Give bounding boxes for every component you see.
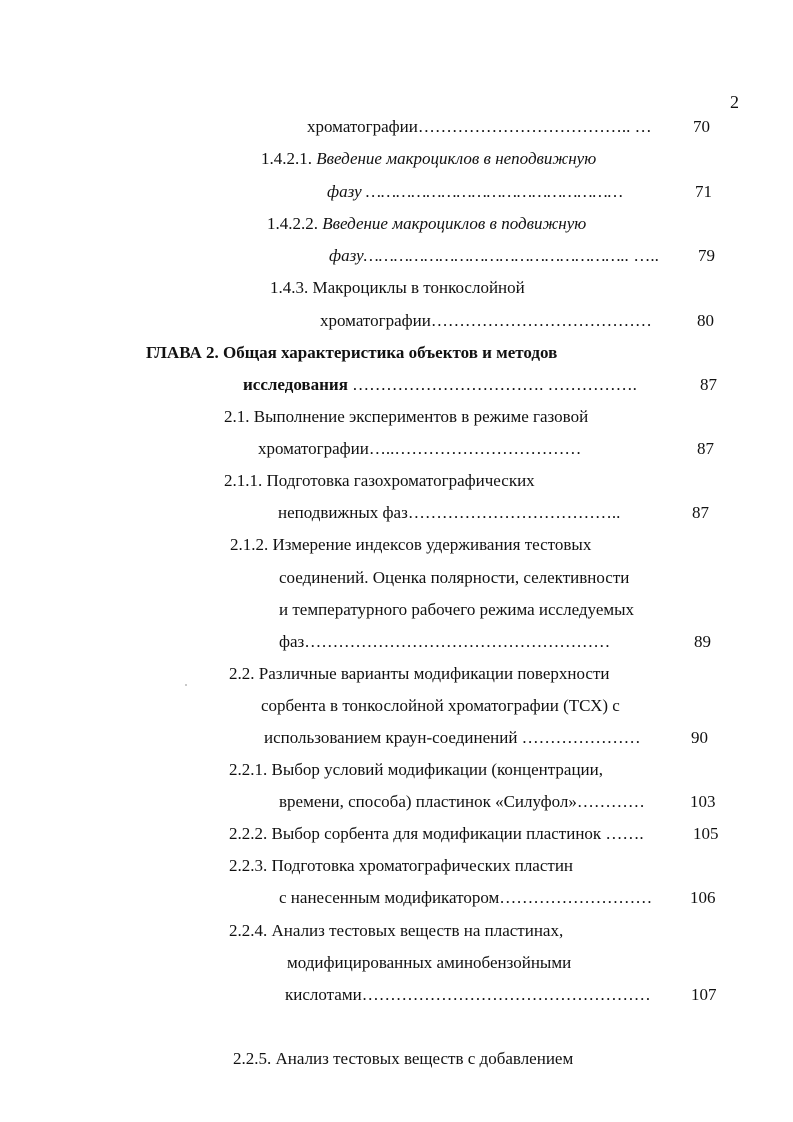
toc-entry — [278, 502, 620, 524]
toc-entry — [224, 470, 535, 492]
toc-text: хроматографии…..…………………………… — [258, 439, 582, 458]
toc-text: хроматографии……………………………….. … — [307, 117, 652, 136]
toc-entry — [307, 116, 652, 138]
toc-entry — [279, 791, 645, 813]
toc-entry — [229, 823, 644, 845]
toc-text: 2.2.5. Анализ тестовых веществ с добавлением — [233, 1049, 574, 1068]
toc-entry — [233, 1048, 573, 1070]
toc-page: 71 — [695, 182, 712, 201]
toc-entry — [285, 984, 651, 1006]
toc-page: 90 — [691, 728, 708, 747]
toc-text: соединений. Оценка полярности, селективности — [279, 568, 630, 587]
toc-text: хроматографии………………………………… — [320, 311, 652, 330]
toc-entry — [279, 631, 610, 653]
toc-number: 1.4.2.1. — [261, 149, 312, 168]
toc-text: Введение макроциклов в подвижную — [322, 214, 587, 233]
toc-page: 70 — [693, 117, 710, 136]
toc-text: 2.2. Различные варианты модификации поверхности — [229, 664, 610, 683]
toc-page: 79 — [698, 246, 715, 265]
toc-dots: ……………………………. ……………. — [352, 375, 637, 394]
toc-text: использованием краун-соединений ………………… — [264, 728, 641, 747]
scan-speck — [185, 684, 187, 686]
toc-page: 87 — [700, 375, 717, 394]
toc-text: фаз……………………………………………… — [279, 632, 611, 651]
toc-entry — [229, 663, 609, 685]
toc-text: 2.1. Выполнение экспериментов в режиме газовой — [224, 407, 589, 426]
toc-entry — [261, 695, 620, 717]
toc-page: 106 — [690, 888, 716, 907]
toc-text: фазу …………………………………………… — [327, 182, 623, 201]
page-number: 2 — [730, 92, 739, 112]
chapter-heading — [146, 342, 557, 364]
toc-page: 87 — [692, 503, 709, 522]
toc-text: Введение макроциклов в неподвижную — [316, 149, 597, 168]
toc-entry — [329, 245, 659, 267]
toc-page: 87 — [697, 439, 714, 458]
toc-text: 2.2.1. Выбор условий модификации (концентрации, — [229, 760, 603, 779]
toc-entry — [229, 855, 573, 877]
toc-page: 103 — [690, 792, 716, 811]
toc-entry — [230, 534, 591, 556]
toc-text: и температурного рабочего режима исследуемых — [279, 600, 635, 619]
toc-page: 89 — [694, 632, 711, 651]
toc-entry — [327, 181, 623, 203]
toc-page: 105 — [693, 824, 719, 843]
toc-entry — [279, 599, 634, 621]
toc-text: исследования — [243, 375, 348, 394]
toc-number: 1.4.2.2. — [267, 214, 318, 233]
toc-entry — [270, 277, 525, 299]
toc-entry — [279, 887, 652, 909]
toc-entry — [279, 567, 629, 589]
toc-entry — [264, 727, 641, 749]
toc-entry — [261, 148, 596, 170]
toc-text: времени, способа) пластинок «Силуфол»………… — [279, 792, 645, 811]
toc-entry — [287, 952, 571, 974]
toc-text: 2.2.4. Анализ тестовых веществ на пластинах, — [229, 921, 564, 940]
toc-page: 80 — [697, 311, 714, 330]
toc-dots: ….. — [633, 246, 659, 265]
toc-text: сорбента в тонкослойной хроматографии (ТСХ) с — [261, 696, 620, 715]
toc-text: модифицированных аминобензойными — [287, 953, 572, 972]
toc-entry — [243, 374, 637, 396]
toc-text: неподвижных фаз……………………………….. — [278, 503, 621, 522]
toc-text: 2.2.2. Выбор сорбента для модификации пластинок ……. — [229, 824, 644, 843]
toc-text: 2.2.3. Подготовка хроматографических пластин — [229, 856, 574, 875]
toc-entry — [224, 406, 588, 428]
toc-text: 2.1.1. Подготовка газохроматографических — [224, 471, 535, 490]
toc-entry — [229, 920, 563, 942]
toc-entry — [258, 438, 581, 460]
toc-text: 2.1.2. Измерение индексов удерживания тестовых — [230, 535, 592, 554]
toc-text: 1.4.3. Макроциклы в тонкослойной — [270, 278, 525, 297]
toc-text: ГЛАВА 2. Общая характеристика объектов и методов — [146, 343, 558, 362]
toc-entry — [229, 759, 603, 781]
toc-page: 107 — [691, 985, 717, 1004]
toc-entry — [267, 213, 586, 235]
toc-text: кислотами…………………………………………… — [285, 985, 651, 1004]
toc-entry — [320, 310, 652, 332]
toc-text: фазу…………………………………………….. — [329, 246, 630, 265]
toc-text: с нанесенным модификатором……………………… — [279, 888, 653, 907]
